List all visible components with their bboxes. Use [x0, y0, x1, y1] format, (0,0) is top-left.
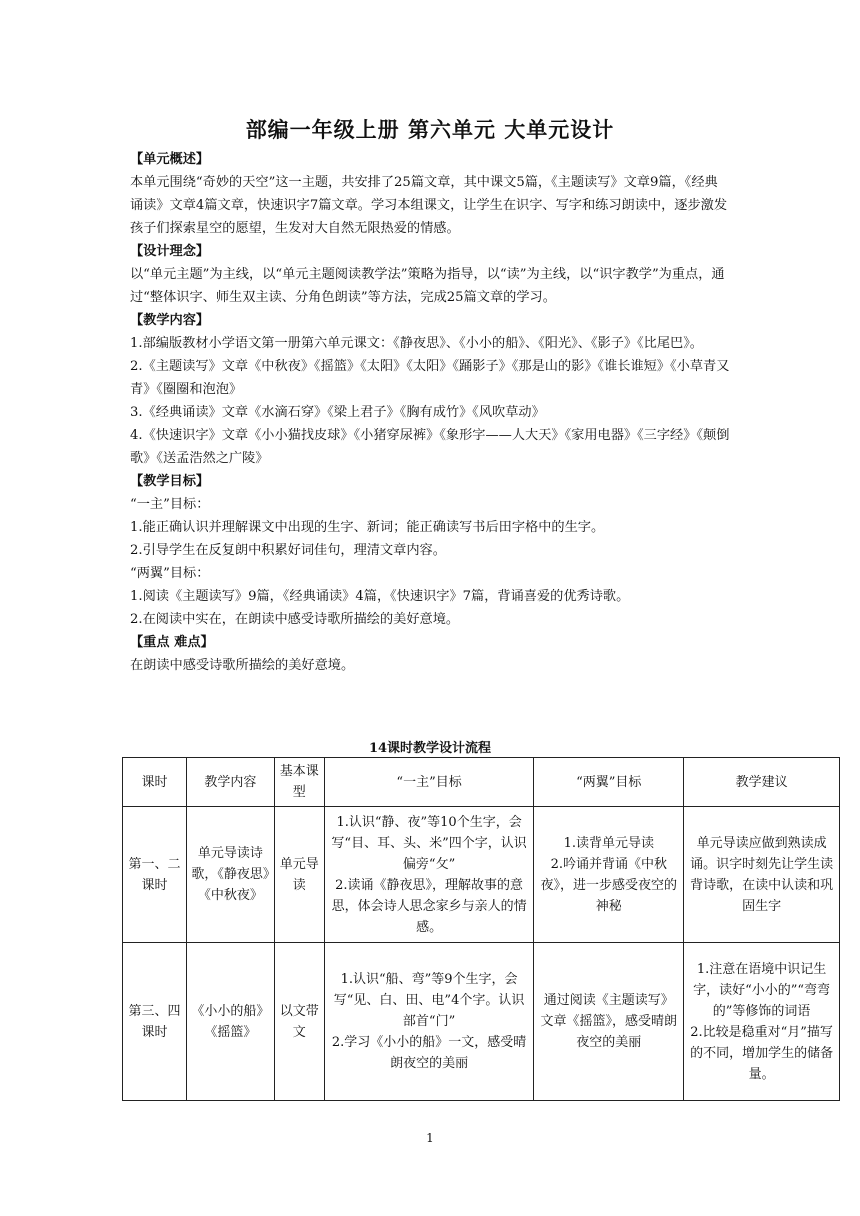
cell-period: 第三、四课时	[123, 943, 187, 1101]
goal-wings-label: “两翼”目标：	[130, 566, 210, 581]
table-caption: 14课时教学设计流程	[368, 741, 492, 756]
cell-period: 第一、二课时	[123, 807, 187, 943]
cell-suggestion	[684, 943, 840, 1101]
header-period: 课时	[123, 758, 187, 807]
document-title: 部编一年级上册 第六单元 大单元设计	[245, 117, 615, 142]
cell-content: 单元导读诗歌，《静夜思》《中秋夜》	[186, 807, 274, 943]
cell-type: 以文带文	[274, 943, 324, 1101]
goal-main-item: 1.能正确认识并理解课文中出现的生字、新词；能正确读写书后田字格中的生字。	[130, 520, 605, 535]
page-number: 1	[426, 1131, 434, 1145]
goal-main-label: “一主”目标：	[130, 497, 210, 512]
overview-heading: 【单元概述】	[130, 152, 210, 167]
content-heading: 【教学内容】	[130, 313, 210, 328]
cell-suggestion: 单元导读应做到熟读成诵。识字时刻先让学生读背诗歌，在读中认读和巩固生字	[684, 807, 840, 943]
cell-content: 《小小的船》《摇篮》	[186, 943, 274, 1101]
table-row	[123, 943, 840, 1101]
table-header-row	[123, 758, 840, 807]
overview-text: 本单元围绕“奇妙的天空”这一主题，共安排了25篇文章，其中课文5篇，《主题读写》文章9篇，《经典诵读》文章4篇文章，快速识字7篇文章。学习本组课文，让学生在识字、写字和练习朗读中，逐步激发孩子们探索星空的愿望，生发对大自然无限热爱的情感。	[130, 175, 728, 236]
concept-heading: 【设计理念】	[130, 244, 210, 259]
lesson-plan-table	[122, 757, 840, 1101]
cell-main-goal	[324, 807, 534, 943]
header-content: 教学内容	[186, 758, 274, 807]
goals-heading: 【教学目标】	[130, 474, 210, 489]
cell-main-goal	[324, 943, 534, 1101]
table-row	[123, 807, 840, 943]
key-heading: 【重点 难点】	[130, 635, 214, 650]
key-text: 在朗读中感受诗歌所描绘的美好意境。	[130, 658, 355, 673]
header-suggestion: 教学建议	[684, 758, 840, 807]
content-item: 3.《经典诵读》文章《水滴石穿》《梁上君子》《胸有成竹》《风吹草动》	[130, 405, 545, 420]
cell-wings-goal	[534, 807, 684, 943]
header-main-goal: “一主”目标	[324, 758, 534, 807]
content-item: 1.部编版教材小学语文第一册第六单元课文：《静夜思》、《小小的船》、《阳光》、《影子》《比尾巴》。	[130, 336, 703, 351]
cell-wings-goal: 通过阅读《主题读写》文章《摇篮》，感受晴朗夜空的美丽	[534, 943, 684, 1101]
goal-wings-item: 2.在阅读中实在，在朗读中感受诗歌所描绘的美好意境。	[130, 612, 460, 627]
goal-main-item: 2.引导学生在反复朗中积累好词佳句，理清文章内容。	[130, 543, 446, 558]
header-type: 基本课型	[274, 758, 324, 807]
header-wings-goal: “两翼”目标	[534, 758, 684, 807]
suggestion-text: 1.注意在语境中识记生字，读好“小小的”“弯弯的”等修饰的词语 2.比较是稳重对“月”描写的不同，增加学生的储备量。	[690, 961, 834, 1082]
cell-type: 单元导读	[274, 807, 324, 943]
document-body	[130, 148, 730, 677]
main-goal-text: 1.认识“静、夜”等10个生字，会写“目、耳、头、米”四个字，认识偏旁“攵” 2.读诵《静夜思》，理解故事的意思，体会诗人思念家乡与亲人的情感。	[331, 814, 527, 935]
content-item: 4.《快速识字》文章《小小猫找皮球》《小猪穿尿裤》《象形字——人大天》《家用电器》《三字经》《颠倒歌》《送孟浩然之广陵》	[130, 428, 730, 466]
content-item: 2.《主题读写》文章《中秋夜》《摇篮》《太阳》《太阳》《踊影子》《那是山的影》《谁长谁短》《小草青又青》《圈圈和泡泡》	[130, 359, 730, 397]
concept-text: 以“单元主题”为主线，以“单元主题阅读教学法”策略为指导，以“读”为主线，以“识字教学”为重点，通过“整体识字、师生双主读、分角色朗读”等方法，完成25篇文章的学习。	[130, 267, 725, 305]
main-goal-text: 1.认识“船、弯”等9个生字，会写“见、白、田、电”4个字。认识部首“门” 2.学习《小小的船》一文，感受晴朗夜空的美丽	[331, 972, 527, 1071]
goal-wings-item: 1.阅读《主题读写》9篇，《经典诵读》4篇，《快速识字》7篇，背诵喜爱的优秀诗歌。	[130, 589, 630, 604]
wings-goal-text: 1.读背单元导读 2.吟诵并背诵《中秋夜》，进一步感受夜空的神秘	[540, 835, 678, 914]
